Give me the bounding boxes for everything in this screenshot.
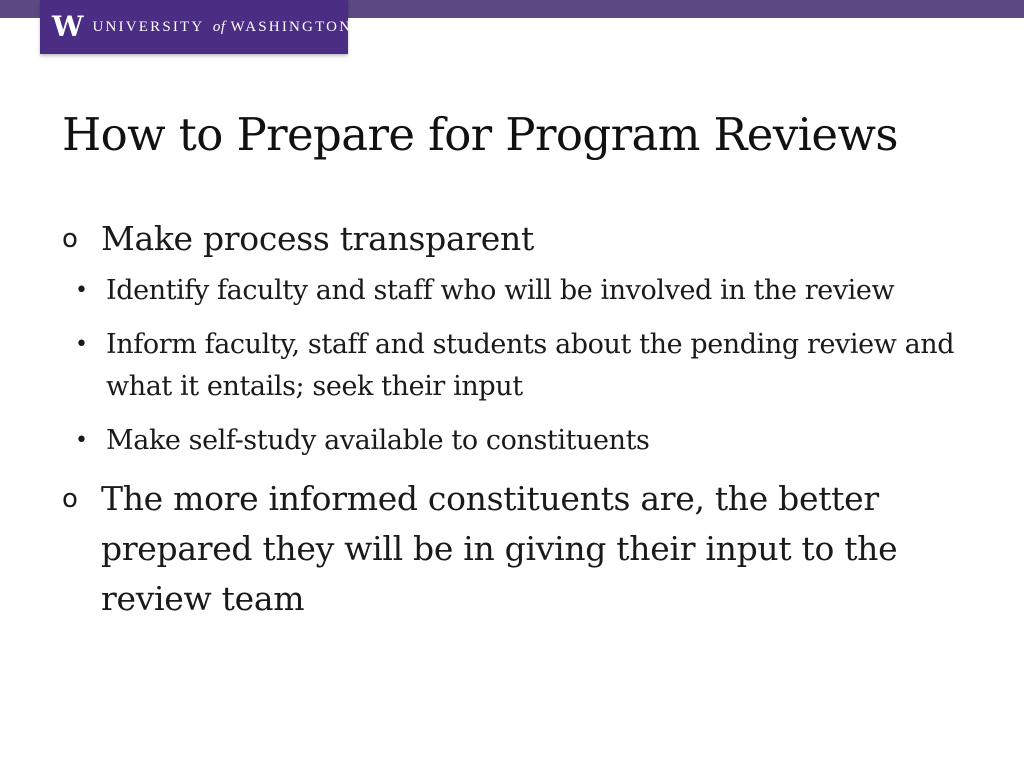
bullet-level2	[62, 270, 972, 312]
bullet-text: Make process transparent	[101, 219, 534, 258]
uw-w-mark: W	[52, 10, 83, 43]
bullet-marker: o	[62, 484, 78, 514]
uw-wordmark	[92, 19, 352, 36]
sub-bullet-text: Make self-study available to constituents	[106, 425, 650, 456]
sub-bullet-marker: •	[75, 428, 88, 453]
slide-title: How to Prepare for Program Reviews	[62, 108, 898, 161]
bullet-level1	[62, 474, 972, 624]
sub-bullet-list	[62, 270, 972, 462]
uw-logo	[40, 0, 353, 54]
bullet-level2	[62, 420, 972, 462]
bullet-text: The more informed constituents are, the better prepared they will be in giving their input to the review team	[101, 479, 898, 618]
bullet-marker: o	[62, 224, 78, 254]
logo-word-university: UNIVERSITY	[92, 18, 204, 35]
slide-body	[62, 214, 972, 624]
bullet-level1	[62, 214, 972, 264]
sub-bullet-marker: •	[75, 278, 88, 303]
sub-bullet-text: Identify faculty and staff who will be involved in the review	[106, 275, 895, 306]
bullet-level2	[62, 324, 972, 408]
logo-word-of: of	[212, 18, 226, 35]
sub-bullet-text: Inform faculty, staff and students about the pending review and what it entails; seek their input	[106, 329, 955, 402]
logo-word-washington: WASHINGTON	[230, 18, 353, 35]
sub-bullet-marker: •	[75, 332, 88, 357]
